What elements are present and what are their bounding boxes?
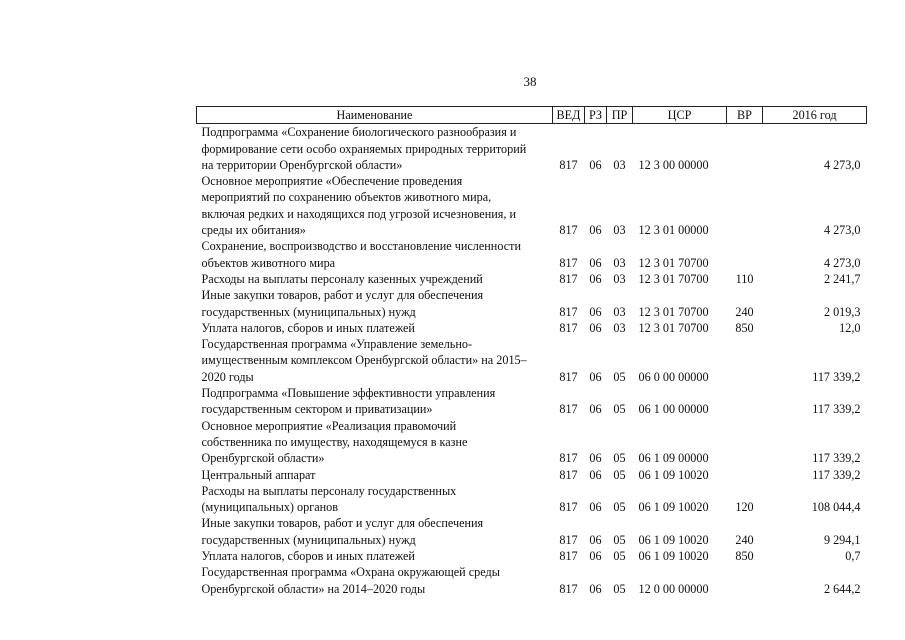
row-name-line: Уплата налогов, сборов и иных платежей: [201, 320, 415, 335]
row-pr: 03: [613, 320, 626, 335]
header-year: 2016 год: [763, 107, 867, 124]
row-vr: [727, 385, 763, 418]
row-name-line: Иные закупки товаров, работ и услуг для обеспечения: [201, 288, 484, 303]
page-number: 38: [523, 74, 537, 89]
row-vr: [727, 173, 763, 238]
row-ved: 817: [559, 320, 578, 335]
row-pr: 03: [613, 304, 626, 319]
row-pr: 05: [613, 402, 626, 417]
row-sum: 4 273,0: [823, 255, 861, 270]
row-csr: 06 1 09 10020: [638, 467, 709, 482]
header-name: Наименование: [197, 107, 553, 124]
row-csr: 12 3 01 70700: [638, 304, 709, 319]
table-row: [197, 385, 867, 418]
table-row: [197, 287, 867, 320]
row-sum: 117 339,2: [812, 402, 861, 417]
row-name-line: среды их обитания»: [201, 223, 306, 238]
row-name: [197, 418, 553, 467]
row-pr: 05: [613, 451, 626, 466]
row-name-line: 2020 годы: [201, 369, 254, 384]
row-name-line: Основное мероприятие «Обеспечение проведения: [201, 174, 463, 189]
row-ved: 817: [559, 271, 578, 286]
row-name-line: имущественным комплексом Оренбургской области» на 2015–: [201, 353, 527, 368]
row-ved: 817: [559, 451, 578, 466]
row-ved: 817: [559, 369, 578, 384]
row-sum: 117 339,2: [812, 369, 861, 384]
header-row: [197, 107, 867, 124]
row-ved: 817: [559, 467, 578, 482]
row-rz: 06: [589, 467, 602, 482]
row-vr: [727, 124, 763, 173]
table-row: [197, 173, 867, 238]
row-name-line: Государственная программа «Охрана окружающей среды: [201, 565, 500, 580]
table-row: [197, 238, 867, 271]
table-row: [197, 467, 867, 483]
row-rz: 06: [589, 402, 602, 417]
row-name-line: Центральный аппарат: [201, 467, 316, 482]
table-row: [197, 418, 867, 467]
table-row: [197, 548, 867, 564]
row-ved: 817: [559, 549, 578, 564]
row-rz: 06: [589, 500, 602, 515]
table-row: [197, 336, 867, 385]
row-name-line: формирование сети особо охраняемых природных территорий: [201, 141, 527, 156]
row-csr: 06 1 09 00000: [638, 451, 709, 466]
row-rz: 06: [589, 451, 602, 466]
row-sum: 9 294,1: [823, 532, 861, 547]
row-name: [197, 238, 553, 271]
row-rz: 06: [589, 271, 602, 286]
row-csr: 06 1 09 10020: [638, 532, 709, 547]
row-name: [197, 271, 553, 287]
row-ved: 817: [559, 157, 578, 172]
row-name: [197, 336, 553, 385]
row-pr: 05: [613, 532, 626, 547]
table-header: [197, 107, 867, 124]
row-ved: 817: [559, 255, 578, 270]
row-csr: 12 0 00 00000: [638, 581, 709, 596]
row-rz: 06: [589, 255, 602, 270]
header-vr: ВР: [727, 107, 763, 124]
table-row: [197, 271, 867, 287]
row-sum: 2 241,7: [823, 271, 861, 286]
row-pr: 05: [613, 369, 626, 384]
row-name: [197, 124, 553, 173]
row-csr: 12 3 00 00000: [638, 157, 709, 172]
table-body: [197, 124, 867, 597]
row-vr: [727, 336, 763, 385]
row-pr: 05: [613, 549, 626, 564]
header-pr: ПР: [607, 107, 633, 124]
budget-table: [196, 106, 867, 597]
row-rz: 06: [589, 157, 602, 172]
row-pr: 05: [613, 581, 626, 596]
row-ved: 817: [559, 532, 578, 547]
row-name-line: (муниципальных) органов: [201, 500, 339, 515]
row-vr: 850: [735, 549, 754, 564]
header-ved: ВЕД: [553, 107, 585, 124]
row-name-line: государственных (муниципальных) нужд: [201, 304, 416, 319]
row-name-line: на территории Оренбургской области»: [201, 157, 403, 172]
row-sum: 4 273,0: [823, 157, 861, 172]
row-rz: 06: [589, 223, 602, 238]
row-vr: [727, 564, 763, 597]
row-ved: 817: [559, 402, 578, 417]
row-name-line: Оренбургской области» на 2014–2020 годы: [201, 581, 426, 596]
row-name-line: Расходы на выплаты персоналу государственных: [201, 483, 457, 498]
header-csr: ЦСР: [633, 107, 727, 124]
row-pr: 03: [613, 271, 626, 286]
row-ved: 817: [559, 500, 578, 515]
row-sum: 4 273,0: [823, 223, 861, 238]
row-name-line: Государственная программа «Управление земельно-: [201, 337, 473, 352]
row-vr: 240: [735, 304, 754, 319]
row-name-line: Сохранение, воспроизводство и восстановление численности: [201, 239, 521, 254]
row-rz: 06: [589, 549, 602, 564]
row-name-line: Расходы на выплаты персоналу казенных учреждений: [201, 271, 483, 286]
row-rz: 06: [589, 581, 602, 596]
table-row: [197, 483, 867, 516]
row-name-line: собственника по имуществу, находящемуся в казне: [201, 434, 468, 449]
row-vr: 850: [735, 320, 754, 335]
row-name-line: Основное мероприятие «Реализация правомочий: [201, 418, 457, 433]
row-sum: 117 339,2: [812, 467, 861, 482]
row-name-line: объектов животного мира: [201, 255, 336, 270]
row-pr: 03: [613, 157, 626, 172]
row-sum: 0,7: [845, 549, 861, 564]
row-vr: 110: [735, 271, 754, 286]
row-name-line: включая редких и находящихся под угрозой исчезновения, и: [201, 206, 516, 221]
row-name-line: Подпрограмма «Сохранение биологического разнообразия и: [201, 125, 517, 140]
row-ved: 817: [559, 223, 578, 238]
row-name: [197, 173, 553, 238]
row-vr: 120: [735, 500, 754, 515]
row-csr: 06 1 09 10020: [638, 549, 709, 564]
row-sum: 2 644,2: [823, 581, 861, 596]
row-csr: 12 3 01 00000: [638, 223, 709, 238]
row-csr: 12 3 01 70700: [638, 255, 709, 270]
row-rz: 06: [589, 532, 602, 547]
row-csr: 12 3 01 70700: [638, 320, 709, 335]
row-name-line: Подпрограмма «Повышение эффективности управления: [201, 386, 496, 401]
table-row: [197, 515, 867, 548]
table-row: [197, 320, 867, 336]
row-sum: 2 019,3: [823, 304, 861, 319]
row-sum: 12,0: [839, 320, 861, 335]
row-pr: 03: [613, 255, 626, 270]
row-name-line: мероприятий по сохранению объектов животного мира,: [201, 190, 492, 205]
row-csr: 06 0 00 00000: [638, 369, 709, 384]
row-name-line: государственных (муниципальных) нужд: [201, 532, 416, 547]
row-name: [197, 320, 553, 336]
row-sum: 117 339,2: [812, 451, 861, 466]
row-ved: 817: [559, 581, 578, 596]
row-sum: 108 044,4: [811, 500, 861, 515]
row-rz: 06: [589, 369, 602, 384]
header-rz: РЗ: [585, 107, 607, 124]
row-ved: 817: [559, 304, 578, 319]
row-csr: 06 1 09 10020: [638, 500, 709, 515]
row-pr: 03: [613, 223, 626, 238]
row-name-line: Иные закупки товаров, работ и услуг для обеспечения: [201, 516, 484, 531]
row-name: [197, 515, 553, 548]
row-rz: 06: [589, 320, 602, 335]
row-name: [197, 467, 553, 483]
row-name: [197, 564, 553, 597]
row-name-line: Оренбургской области»: [201, 451, 325, 466]
row-pr: 05: [613, 500, 626, 515]
table-row: [197, 124, 867, 173]
row-name-line: Уплата налогов, сборов и иных платежей: [201, 549, 415, 564]
row-name: [197, 385, 553, 418]
row-vr: 240: [735, 532, 754, 547]
table-row: [197, 564, 867, 597]
row-name: [197, 483, 553, 516]
row-name-line: государственным сектором и приватизации»: [201, 402, 433, 417]
row-vr: [727, 467, 763, 483]
row-name: [197, 287, 553, 320]
row-vr: [727, 418, 763, 467]
row-pr: 05: [613, 467, 626, 482]
row-rz: 06: [589, 304, 602, 319]
row-vr: [727, 238, 763, 271]
row-csr: 12 3 01 70700: [638, 271, 709, 286]
row-csr: 06 1 00 00000: [638, 402, 709, 417]
row-name: [197, 548, 553, 564]
